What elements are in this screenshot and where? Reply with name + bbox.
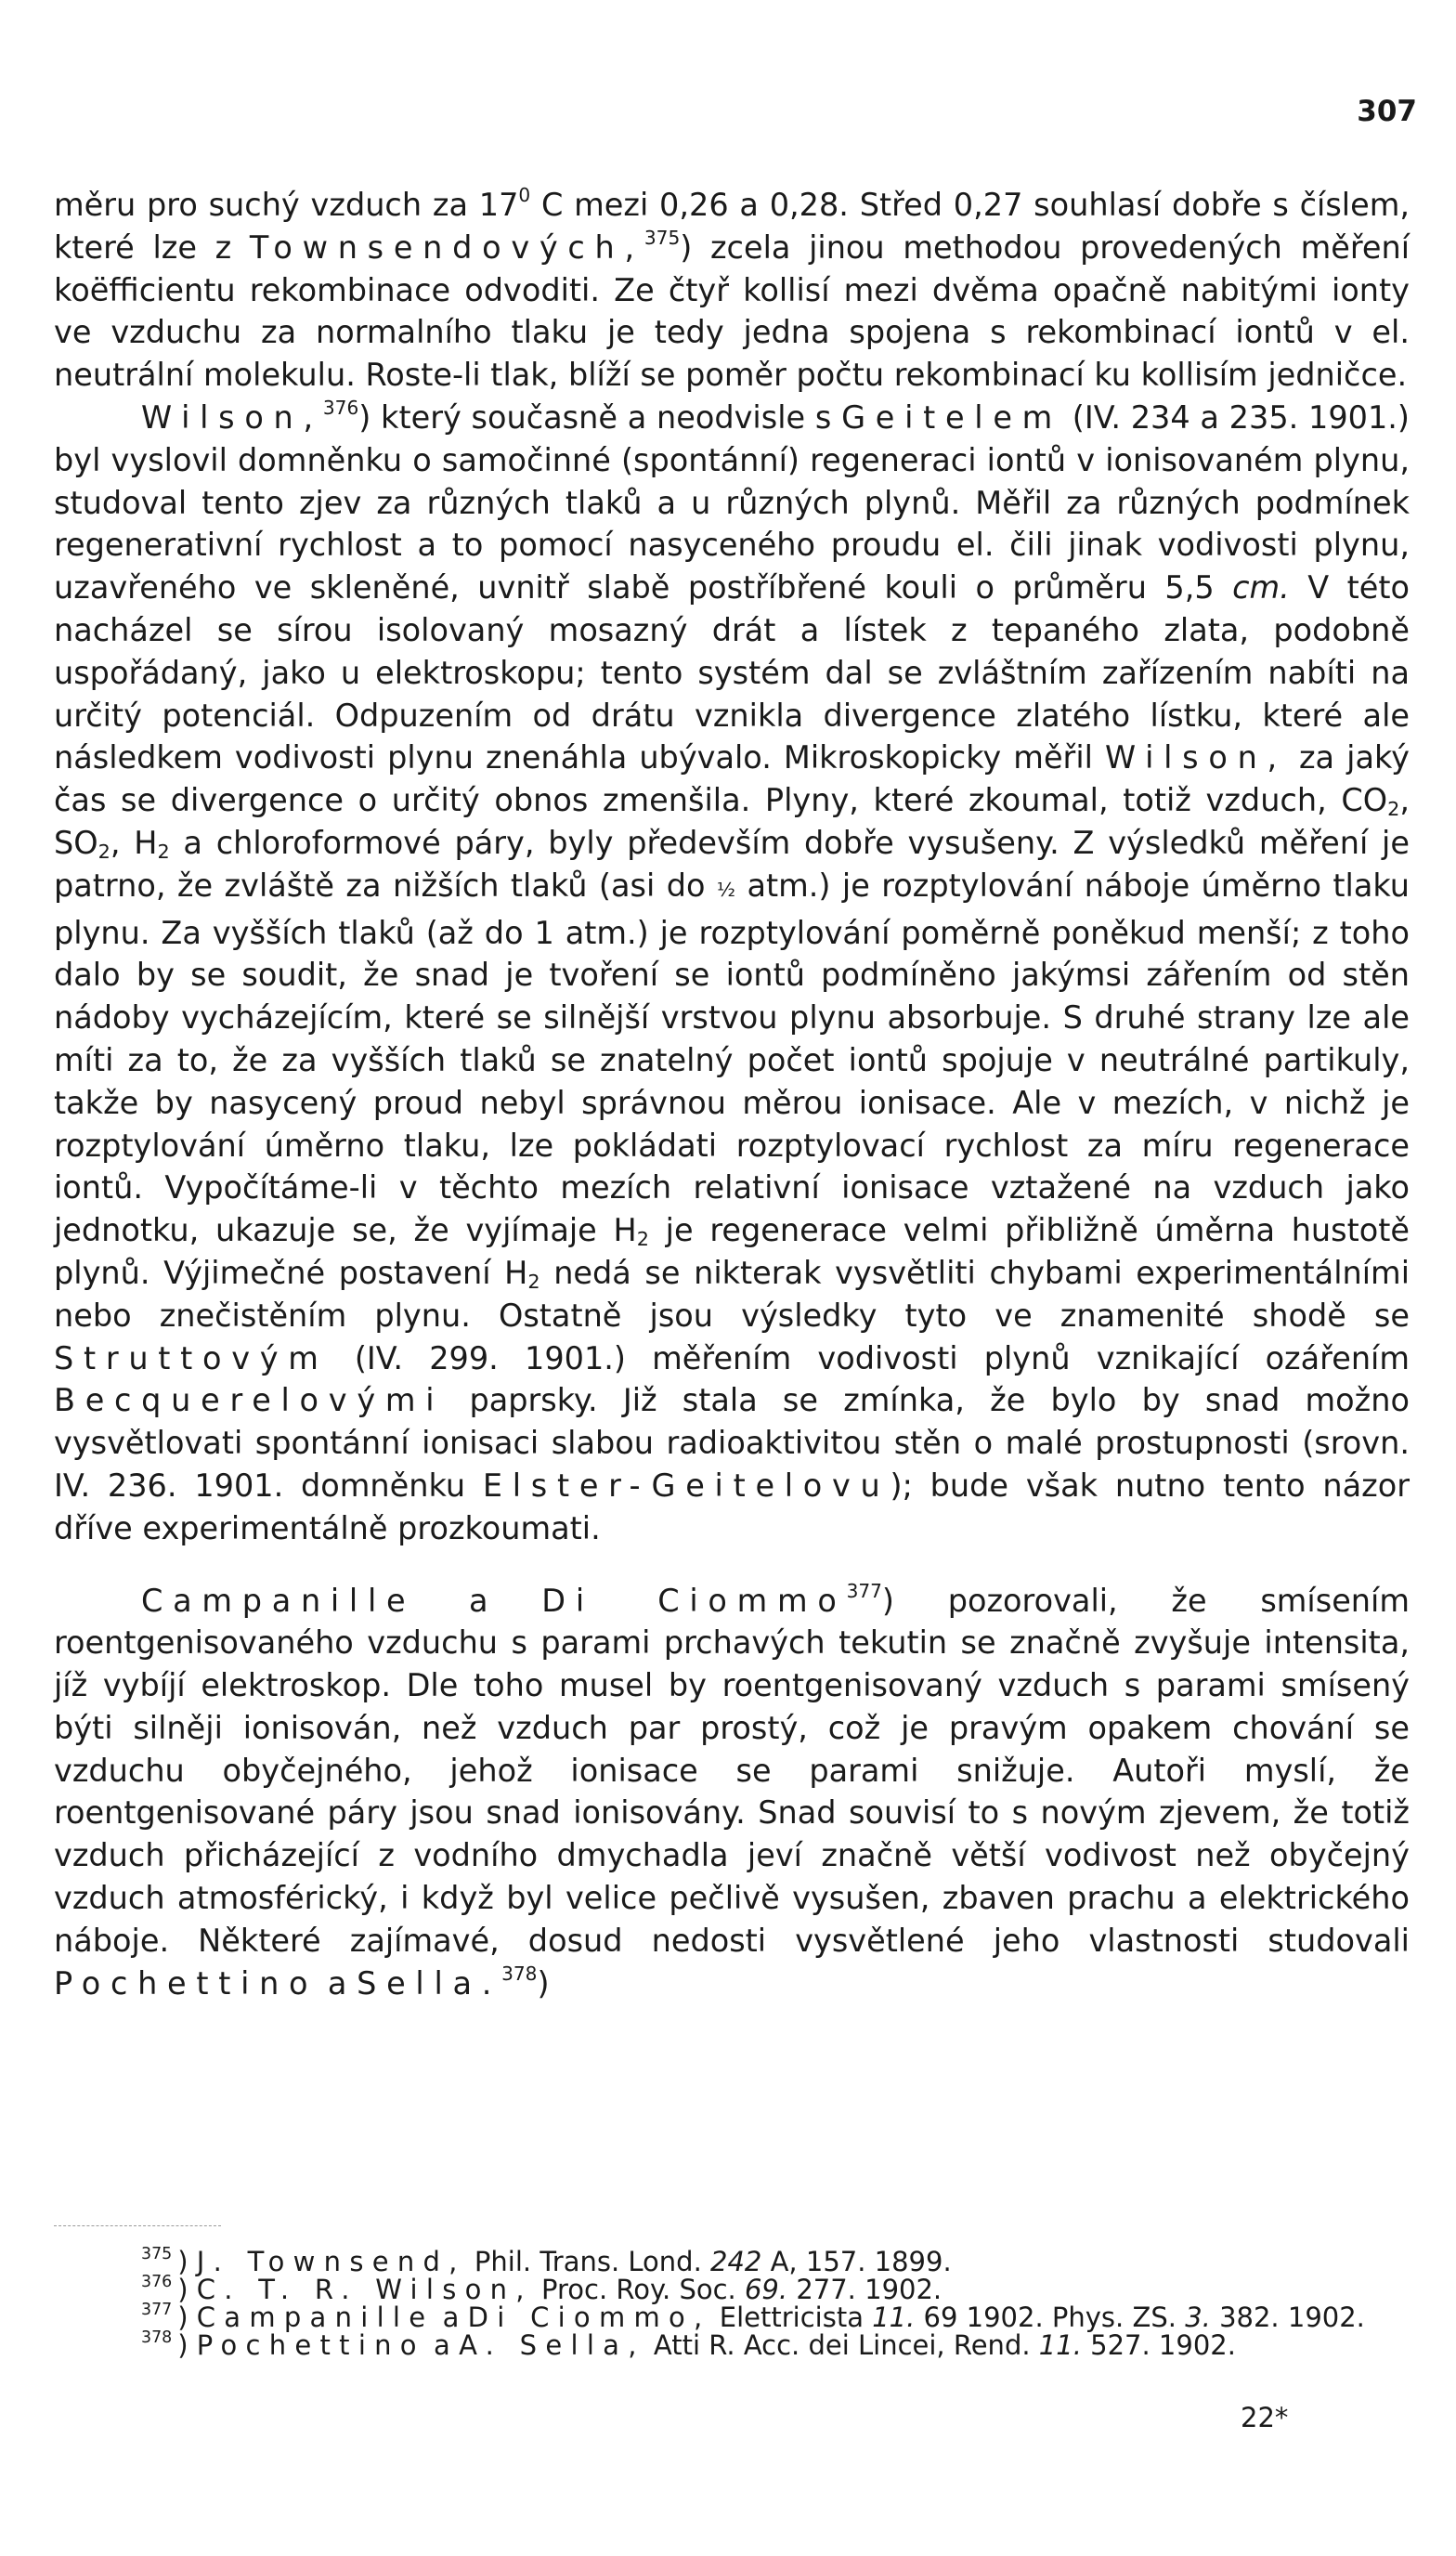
footnote: $^{377}$ ) Campanille a Di Ciommo, Elettricista 11. 69 1902. Phys. ZS. 3. 382. 1902. <box>141 2300 1365 2333</box>
footnote-divider <box>54 2225 221 2226</box>
footnote: $^{378}$ ) Pochettino a A. Sella, Atti R. Acc. dei Lincei, Rend. 11. 527. 1902. <box>141 2328 1236 2361</box>
footnote-number: 378 <box>141 2328 173 2347</box>
body-text <box>54 184 1410 2004</box>
footnote: $^{376}$ ) C. T. R. Wilson, Proc. Roy. Soc. 69. 277. 1902. <box>141 2272 942 2305</box>
paragraph-1: měru pro suchý vzduch za $17^0$ C mezi 0,26 a 0,28. Střed 0,27 souhlasí dobře s číslem, které lze z Townsendových,$^{375}$) zcela jinou methodou provedených měření koëfficientu rekombinace odvoditi. Ze čtyř kollisí mezi dvěma opačně nabitými ionty ve vzduchu za normalního tlaku je tedy jedna spojena s rekombinací iontů v el. neutrální molekulu. Roste-li tlak, blíží se poměr počtu rekombinací ku kollisím jedničce. <box>54 183 1410 394</box>
italic-text: 242 <box>710 2246 762 2277</box>
italic-text: 69. <box>744 2274 788 2305</box>
footnote-ref: 378 <box>501 1962 538 1985</box>
spaced-name: Campanille <box>196 2302 435 2333</box>
footnote: $^{375}$ ) J. Townsend, Phil. Trans. Lond. 242 A, 157. 1899. <box>141 2244 952 2277</box>
spaced-name: Elster-Geitelovu <box>482 1467 890 1504</box>
spaced-name: Wilson, <box>141 398 323 436</box>
subscript: 2 <box>527 1271 540 1294</box>
subscript: 2 <box>636 1228 649 1251</box>
spaced-name: Di Ciommo, <box>467 2302 711 2333</box>
footnote-ref: 376 <box>322 396 359 419</box>
spaced-name: C. T. R. Wilson, <box>196 2274 533 2305</box>
spaced-name: Sella. <box>357 1964 502 2002</box>
fraction: ½ <box>716 878 736 901</box>
footnote-number: 377 <box>141 2300 173 2319</box>
italic-text: 11. <box>1038 2329 1082 2361</box>
spaced-name: Pochettino <box>196 2329 425 2361</box>
footnote-ref: 377 <box>846 1579 882 1602</box>
spaced-name: Struttovým <box>54 1339 329 1376</box>
footnotes <box>141 2244 1423 2361</box>
page-number: 307 <box>1357 95 1417 128</box>
paragraph-3: Campanille a Di Ciommo$^{377}$) pozorovali, že smísením roentgenisovaného vzduchu s parami prchavých tekutin se značně zvyšuje intensita, jíž vybíjí elektroskop. Dle toho musel by roentgenisovaný vzduch s parami smísený býti silněji ionisován, než vzduch par prostý, což je pravým opakem chování se vzduchu obyčejného, jehož ionisace se parami snižuje. Autoři myslí, že roentgenisované páry jsou snad ionisovány. Snad souvisí to s novým zjevem, že totiž vzduch přicházející z vodního dmychadla jeví značně větší vodivost než obyčejný vzduch atmosférický, i když byl velice pečlivě vysušen, zbaven prachu a elektrického náboje. Některé zajímavé, dosud nedosti vysvětlené jeho vlastnosti studovali Pochettino a Sella.$^{378}$) <box>54 1579 1410 2002</box>
italic-text: 11. <box>872 2302 916 2333</box>
paragraph-2: Wilson,$^{376}$) který současně a neodvisle s Geitelem (IV. 234 a 235. 1901.) byl vyslovil domněnku o samočinné (spontánní) regeneraci iontů v ionisovaném plynu, studoval tento zjev za různých tlaků a u různých plynů. Měřil za různých podmínek regenerativní rychlost a to pomocí nasyceného proudu el. čili jinak vodivosti plynu, uzavřeného ve skleněné, uvnitř slabě postříbřené kouli o průměru 5,5 cm. V této nacházel se sírou isolovaný mosazný drát a lístek z tepaného zlata, podobně uspořádaný, jako u elektroskopu; tento systém dal se zvláštním zařízením nabíti na určitý potenciál. Odpuzením od drátu vznikla divergence zlatého lístku, které ale následkem vodivosti plynu znenáhla ubývalo. Mikroskopicky měřil Wilson, za jaký čas se divergence o určitý obnos zmenšila. Plyny, které zkoumal, totiž vzduch, $CO_2$, $SO_2$, $H_2$ a chloroformové páry, byly především dobře vysušeny. Z výsledků měření je patrno, že zvláště za nižších tlaků (asi do ½ atm.) je rozptylování náboje úměrno tlaku plynu. Za vyšších tlaků (až do 1 atm.) je rozptylování poměrně poněkud menší; z toho dalo by se soudit, že snad je tvoření se iontů podmíněno jakýmsi zářením od stěn nádoby vycházejícím, které se silnější vrstvou plynu absorbuje. S druhé strany lze ale míti za to, že za vyšších tlaků se znatelný počet iontů spojuje v neutrálné partikuly, takže by nasycený proud nebyl správnou měrou ionisace. Ale v mezích, v nichž je rozptylování úměrno tlaku, lze pokládati rozptylovací rychlost za míru regenerace iontů. Vypočítáme-li v těchto mezích relativní ionisace vztažené na vzduch jako jednotku, ukazuje se, že vyjímaje $H_2$ je regenerace velmi přibližně úměrna hustotě plynů. Výjimečné postavení $H_2$ nedá se nikterak vysvětliti chybami experimentálními nebo znečistěním plynu. Ostatně jsou výsledky tyto ve znamenité shodě se Struttovým (IV. 299. 1901.) měřením vodivosti plynů vznikající ozářením Becquerelovými paprsky. Již stala se zmínka, že bylo by snad možno vysvětlovati spontánní ionisaci slabou radioaktivitou stěn o malé prostupnosti (srovn. IV. 236. 1901. domněnku Elster-Geitelovu); bude však nutno tento názor dříve experimentálně prozkoumati. <box>54 396 1410 1546</box>
footnote-number: 376 <box>141 2272 173 2291</box>
italic-text: cm. <box>1232 569 1290 606</box>
spaced-name: Townsendových, <box>249 228 644 266</box>
spaced-name: Campanille <box>141 1582 416 1619</box>
spaced-name: Di Ciommo <box>541 1582 847 1619</box>
footnote-number: 375 <box>141 2244 173 2263</box>
spaced-name: Becquerelovými <box>54 1382 445 1419</box>
footnote-ref: 375 <box>644 226 681 249</box>
spaced-name: A. Sella, <box>459 2329 645 2361</box>
spaced-name: Wilson, <box>1105 739 1287 776</box>
italic-text: 3. <box>1185 2302 1211 2333</box>
spaced-name: Pochettino <box>54 1964 318 2002</box>
subscript: 2 <box>98 841 110 864</box>
spaced-name: J. Townsend, <box>196 2246 466 2277</box>
subscript: 2 <box>157 841 170 864</box>
spaced-name: Geitelem <box>841 398 1063 436</box>
footnote-ref: 0 <box>518 183 531 206</box>
signature-mark: 22* <box>1241 2402 1289 2433</box>
subscript: 2 <box>1387 798 1400 821</box>
